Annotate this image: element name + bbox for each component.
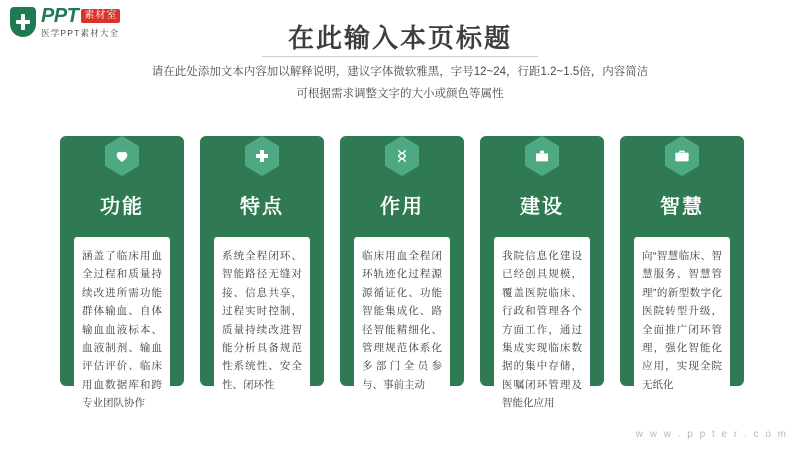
card-text: 我院信息化建设已经创具规模，覆盖医院临床、行政和管理各个方面工作，通过集成实现临床数据的集中存储，医嘱闭环管理及智能化应用 [494,237,590,422]
card-title: 作用 [380,196,424,218]
watermark: w w w . p p t e r . c o m [635,429,788,440]
card-title: 特点 [240,196,284,218]
card-text: 系统全程闭环、智能路径无缝对接、信息共享，过程实时控制，质量持续改进智能分析具备规范性系统性、安全性、闭环性 [214,237,310,404]
logo-subtitle: 医学PPT素材大全 [41,28,120,38]
card-title: 建设 [520,196,564,218]
title-divider [262,56,538,57]
subtitle-line-1: 请在此处添加文本内容加以解释说明，建议字体微软雅黑，字号12~24，行距1.2~1.5倍，内容简洁 [151,66,649,78]
subtitle-line-2: 可根据需求调整文字的大小或颜色等属性 [296,87,504,100]
logo-tag: 素材室 [81,9,120,23]
card-text: 向“智慧临床、智慧服务、智慧管理”的新型数字化医院转型升级，全面推广闭环管理，强化智能化应用，实现全院无纸化 [634,237,730,404]
card-text: 涵盖了临床用血全过程和质量持续改进所需功能群体输血、自体输血血液标本、血液制剂、输血评估评价、临床用血数据库和跨专业团队协作 [74,237,170,422]
page-title: 在此输入本页标题 [287,23,512,53]
content-card[interactable] [200,136,324,391]
logo-brand: PPT [41,5,79,27]
card-row [60,136,744,409]
content-card[interactable] [340,136,464,391]
content-card[interactable] [620,136,744,391]
card-title: 智慧 [660,196,704,218]
card-title: 功能 [100,196,144,218]
card-text: 临床用血全程闭环轨迹化过程源源循证化、功能智能集成化、路径智能精细化、管理规范体系化多部门全员参与、事前主动 [354,237,450,404]
content-card[interactable] [60,136,184,409]
content-card[interactable] [480,136,604,409]
page-subtitle [0,62,800,106]
